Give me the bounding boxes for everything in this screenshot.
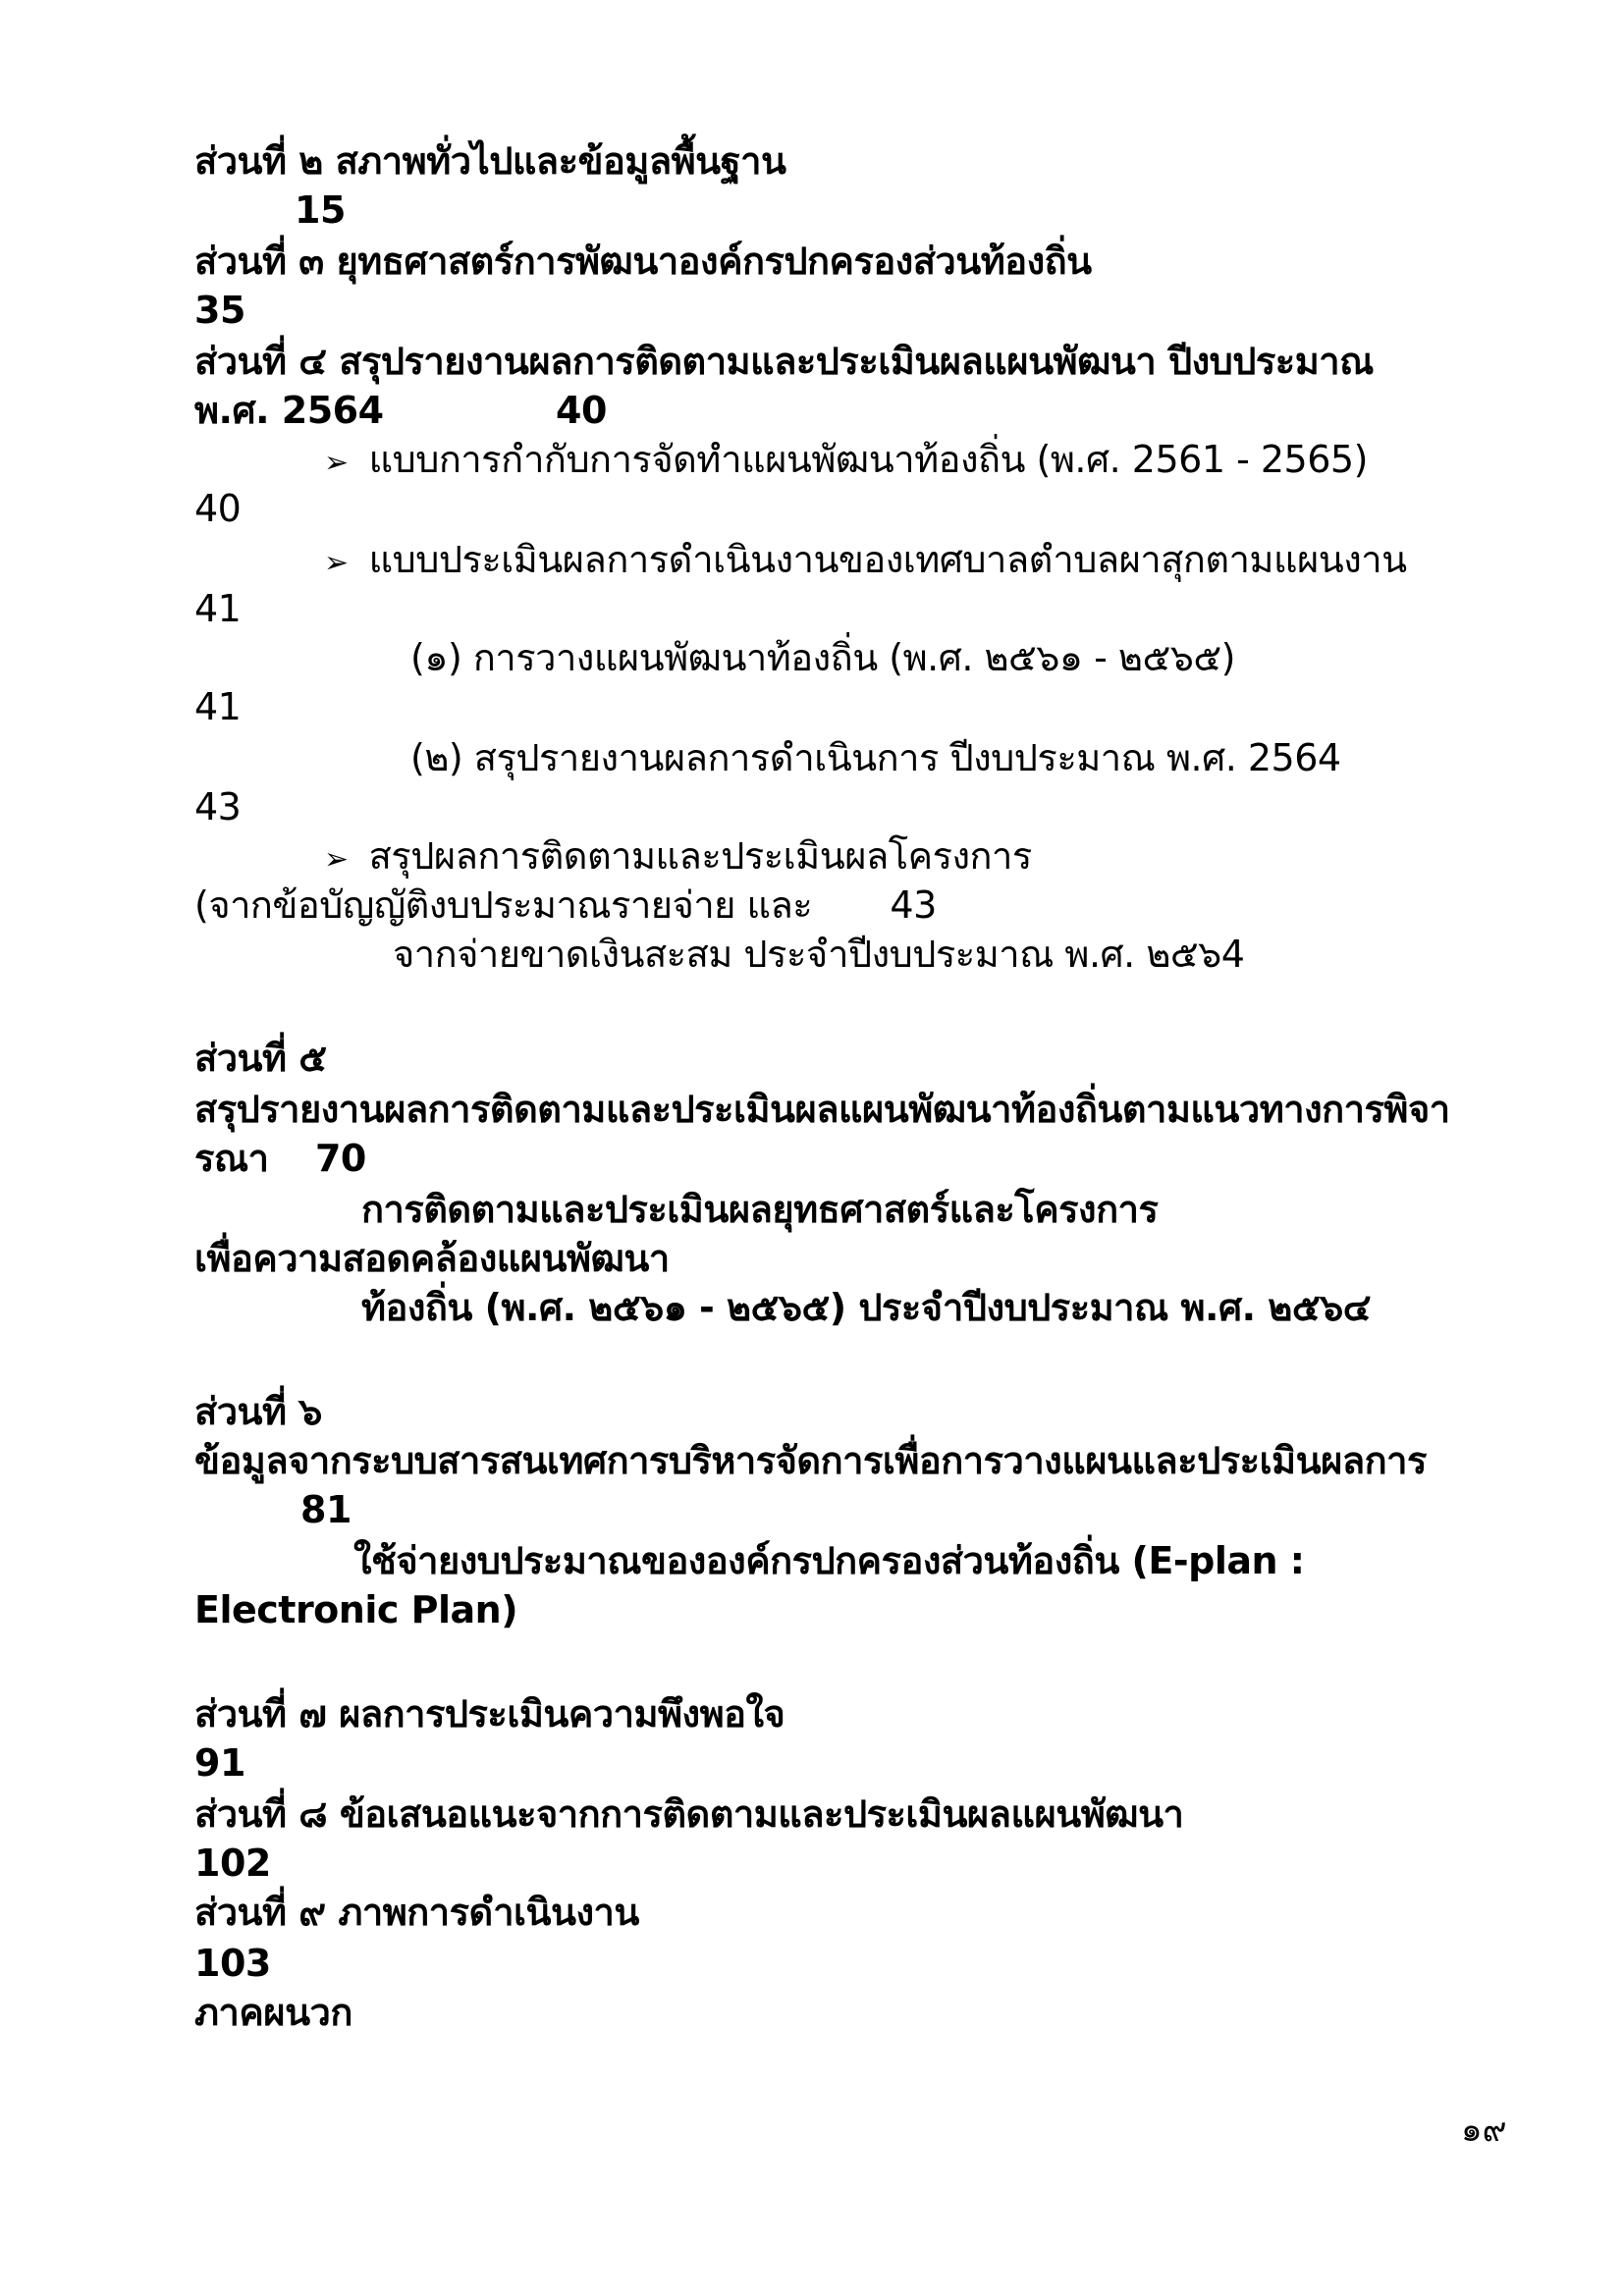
section-6-subtitle: ข้อมูลจากระบบสารสนเทศการบริหารจัดการเพื่อการวางแผนและประเมินผลการ (194, 1439, 1427, 1482)
section-5-page: 70 (314, 1137, 366, 1180)
section-6-desc-2: Electronic Plan) (194, 1588, 518, 1631)
section-5-desc-2: เพื่อความสอดคล้องแผนพัฒนา (194, 1237, 670, 1280)
section-8-title: ส่วนที่ ๘ ข้อเสนอแนะจากการติดตามและประเมินผลแผนพัฒนา (194, 1792, 1184, 1836)
appendix-title: ภาคผนวก (194, 1991, 352, 2034)
section-4-title: ส่วนที่ ๔ สรุปรายงานผลการติดตามและประเมินผลแผนพัฒนา ปีงบประมาณ (194, 340, 1374, 383)
section-4-sub-1: (๑) การวางแผนพัฒนาท้องถิ่น (พ.ศ. ๒๕๖๑ - ๒๕๖๕) (410, 636, 1235, 679)
section-5-title: ส่วนที่ ๕ (194, 1037, 327, 1080)
section-7-title: ส่วนที่ ๗ ผลการประเมินความพึงพอใจ (194, 1692, 785, 1735)
section-3-title: ส่วนที่ ๓ ยุทธศาสตร์การพัฒนาองค์กรปกครองส่วนท้องถิ่น (194, 240, 1092, 283)
section-4-item-3-cont (194, 881, 937, 929)
section-7-page: 91 (194, 1741, 245, 1785)
section-5-subtitle-cont (194, 1135, 366, 1182)
section-2-title: ส่วนที่ ๒ สภาพทั่วไปและข้อมูลพื้นฐาน (194, 139, 786, 183)
section-4-sub-1-page: 41 (194, 685, 242, 728)
section-8-page: 102 (194, 1842, 271, 1885)
section-5-desc-3: ท้องถิ่น (พ.ศ. ๒๕๖๑ - ๒๕๖๕) ประจำปีงบประมาณ พ.ศ. ๒๕๖๔ (361, 1286, 1371, 1329)
section-4-item-1-page: 40 (194, 487, 242, 530)
section-6-page: 81 (300, 1488, 352, 1531)
section-5-desc-1: การติดตามและประเมินผลยุทธศาสตร์และโครงการ (361, 1188, 1159, 1231)
section-4-item-1-text: แบบการกำกับการจัดทำแผนพัฒนาท้องถิ่น (พ.ศ. 2561 - 2565) (368, 438, 1368, 481)
section-5-subtitle: สรุปรายงานผลการติดตามและประเมินผลแผนพัฒนาท้องถิ่นตามแนวทางการพิจา (194, 1088, 1450, 1131)
section-4-year: พ.ศ. 2564 (194, 389, 384, 432)
arrow-bullet-icon: ➢ (324, 546, 349, 580)
section-6-title: ส่วนที่ ๖ (194, 1390, 322, 1433)
section-4-item-3-page: 43 (890, 883, 937, 927)
arrow-bullet-icon: ➢ (324, 446, 349, 480)
section-4-page: 40 (556, 389, 607, 432)
section-4-item-2-page: 41 (194, 587, 242, 630)
arrow-bullet-icon: ➢ (324, 842, 349, 877)
section-2-page: 15 (295, 188, 346, 232)
section-5-subtitle-end: รณา (194, 1137, 269, 1180)
section-4-item-3-text: สรุปผลการติดตามและประเมินผลโครงการ (368, 834, 1032, 878)
section-4-title-cont (194, 387, 607, 434)
section-4-item-3 (324, 832, 1032, 883)
section-4-sub-2-page: 43 (194, 785, 242, 828)
section-9-title: ส่วนที่ ๙ ภาพการดำเนินงาน (194, 1891, 639, 1934)
section-3-page: 35 (194, 289, 245, 332)
section-6-desc-1: ใช้จ่ายงบประมาณขององค์กรปกครองส่วนท้องถิ่น (E-plan : (353, 1539, 1305, 1582)
section-4-item-2-text: แบบประเมินผลการดำเนินงานของเทศบาลตำบลผาสุกตามแผนงาน (368, 538, 1407, 581)
section-4-item-3-source: (จากข้อบัญญัติงบประมาณรายจ่าย และ (194, 883, 813, 927)
page-number: ๑๙ (1461, 2110, 1507, 2150)
section-4-item-1 (324, 436, 1368, 487)
section-9-page: 103 (194, 1942, 271, 1985)
section-4-item-3-fund: จากจ่ายขาดเงินสะสม ประจำปีงบประมาณ พ.ศ. ๒๕๖4 (393, 933, 1245, 976)
section-4-sub-2: (๒) สรุปรายงานผลการดำเนินการ ปีงบประมาณ พ.ศ. 2564 (410, 736, 1341, 779)
section-4-item-2 (324, 536, 1407, 587)
